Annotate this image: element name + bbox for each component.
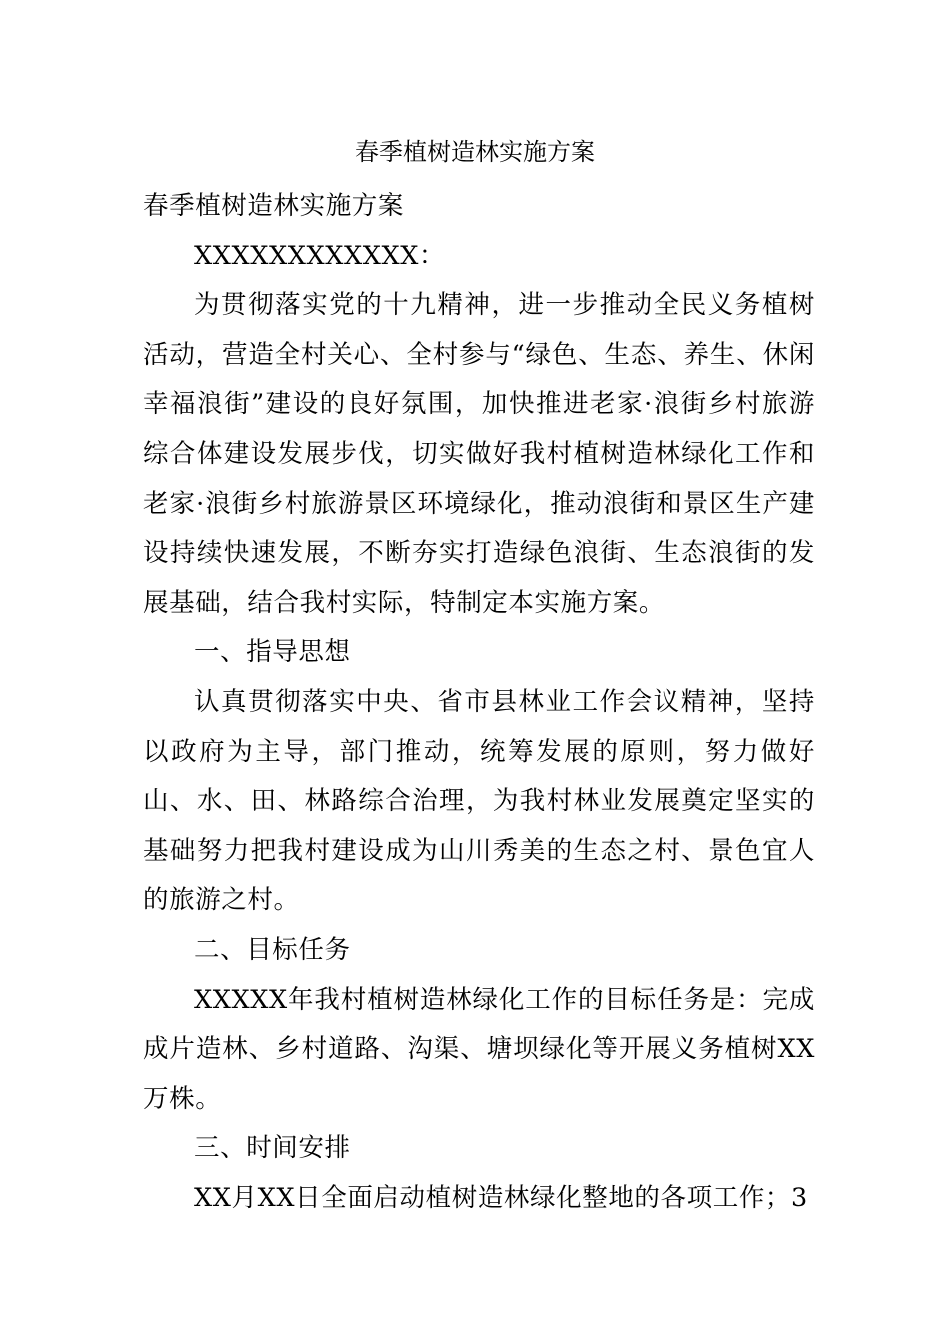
document-title: 春季植树造林实施方案 <box>355 138 595 166</box>
section-text-guiding-ideology: 认真贯彻落实中央、省市县林业工作会议精神，坚持以政府为主导，部门推动，统筹发展的原则，努力做好山、水、田、林路综合治理，为我村林业发展奠定坚实的基础努力把我村建设成为山川秀美的生态之村、景色宜人的旅游之村。 <box>143 686 815 916</box>
document-subtitle: 春季植树造林实施方案 <box>143 191 405 221</box>
document-body <box>143 182 815 1223</box>
section-heading-guiding-ideology: 一、指导思想 <box>194 637 351 668</box>
section-heading-schedule: 三、时间安排 <box>194 1133 351 1164</box>
section-text-goals: XXXXX年我村植树造林绿化工作的目标任务是：完成成片造林、乡村道路、沟渠、塘坝绿化等开展义务植树XX万株。 <box>143 984 815 1114</box>
section-text-schedule: XX月XX日全面启动植树造林绿化整地的各项工作；3 <box>194 1182 808 1213</box>
intro-paragraph: 为贯彻落实党的十九精神，进一步推动全民义务植树活动，营造全村关心、全村参与“绿色、生态、养生、休闲幸福浪街”建设的良好氛围，加快推进老家·浪街乡村旅游综合体建设发展步伐，切实做好我村植树造林绿化工作和老家·浪街乡村旅游景区环境绿化，推动浪街和景区生产建设持续快速发展，不断夯实打造绿色浪街、生态浪街的发展基础，结合我村实际，特制定本实施方案。 <box>143 290 815 618</box>
section-heading-goals: 二、目标任务 <box>194 934 351 965</box>
salutation: XXXXXXXXXXXX： <box>194 240 446 271</box>
